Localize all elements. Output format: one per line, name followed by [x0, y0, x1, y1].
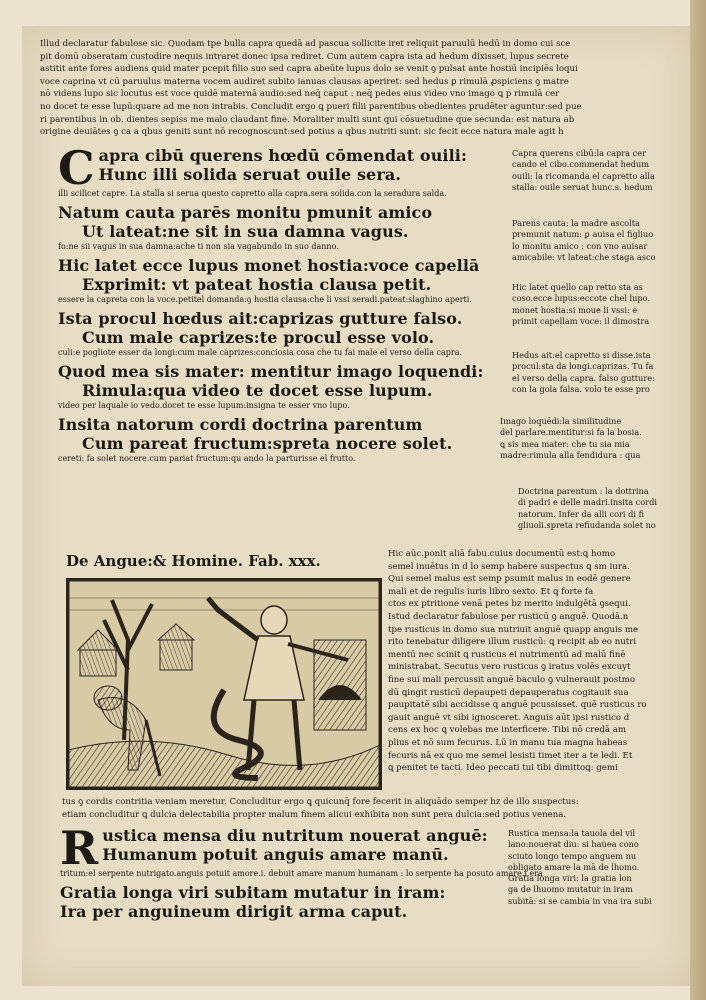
gloss-line: culi:e pogliote esser da longi:cum male caprizes:conciosia cosa che tu fai male el verso della capra.	[58, 348, 463, 357]
fable-line: fine sui mali percussit anguē baculo ꝯ vulnerauit postmo	[388, 674, 636, 685]
side-gloss-top	[512, 148, 684, 193]
fable-line: tus ꝯ cordis contritia veniam meretur. Concluditur ergo ꝗ quicunq̄ fore fecerit in aliquādo semper hz de illo suspectus:	[62, 797, 579, 807]
intro-line: no docet te esse lupū:quare ad me non intrabis. Concludit ergo ꝗ pueri filii parentibus obedientes prudēter aguntur:sed pue	[40, 101, 582, 112]
verse-line: Quod mea sis mater: mentitur imago loquendi:	[58, 362, 484, 381]
side-line: gliuoli.spreta refiudanda solet no	[518, 519, 656, 530]
fable-line: etiam concluditur ꝗ dulcia delectabilia propter malum finem alicui exhibita non sunt pera dulcia:sed potius venena.	[62, 809, 567, 820]
verse-line: ustica mensa diu nutritum nouerat anguē:	[102, 826, 488, 845]
intro-line: voce caprina vt cū paruulus materna vocem audiret subito ianuas clausas aperiret: sed hedus ꝑ rimulā ꝓspiciens ꝯ matre	[40, 76, 569, 87]
verse-line: Gratia longa viri subitam mutatur in iram:	[60, 883, 446, 902]
side-line: Rustica mensa:la tauola del vil	[508, 828, 636, 838]
verse-line: Hunc illi solida seruat ouile sera.	[98, 165, 402, 184]
verse-line: apra cibū querens hœdū cōmendat ouili:	[98, 146, 467, 165]
gloss-line: tritum:el serpente nutrigato.anguis potuit amore.i. debuit amare manum humanam : lo serpente ha posuto amare.i.era	[60, 869, 543, 878]
side-line: Gratia longa viri: la gratia lon	[508, 873, 632, 884]
side-line: Imago loquēdi:la similitudine	[500, 416, 622, 426]
side-note-1	[512, 218, 684, 263]
gloss-line: video per laquale io vedo.docet te esse lupum:insigna te esser vno lupo.	[58, 401, 350, 410]
fable-line: rito tenebatur diligere illum rusticū: ꝗ recipit ab eo nutri	[388, 637, 637, 648]
intro-line: origine deuiātes ꝯ ca a qbus geniti sunt nō recognoscunt:sed potius a qbus nutriti sunt: sic fecit ecce natura male agit h	[40, 127, 564, 138]
gloss-line: cereti: fa solet nocere.cum pariat fructum:qu ando la parturisse el frutto.	[58, 454, 356, 463]
fable-line: tpe rusticus in domo sua nutriuit anguē quapp anguis me	[388, 624, 639, 635]
side-line: coso.ecce lupus:eccote chel lupo.	[512, 293, 651, 304]
side-line: premunit natum: ꝑ auisa el figliuo	[512, 229, 654, 240]
side-line: Hedus ait:el capretto si disse.ista	[512, 350, 651, 360]
fable-text-right	[388, 548, 688, 775]
side-line: del parlare.mentitur:si fa la bosia.	[500, 427, 642, 438]
fable-title-block	[66, 552, 386, 570]
woodcut-illustration	[66, 578, 382, 790]
verse-line: Cum pareat fructum:spreta nocere solet.	[82, 434, 453, 453]
gloss-line: essere la capreta con la voce.petitel domanda:ꝯ hostia clausa:che li vssi seradi.pateat:slaghino aperti.	[58, 295, 472, 304]
side-line: natorum. Infer da alli cori di fi	[518, 508, 645, 519]
woodcut-svg	[68, 580, 380, 788]
side-line: con la gola falsa. volo te esse pro	[512, 383, 650, 394]
side-line: Doctrina parentum : la dottrina	[518, 486, 649, 496]
side-line: di padri e delle madri.insita cordi	[518, 497, 657, 508]
fable-title: De Angue:& Homine. Fab. xxx.	[66, 552, 321, 570]
side-line: ga de lhuomo mutatur in iram	[508, 884, 633, 895]
drop-cap-c: C	[58, 141, 95, 195]
verse-line: Rimula:qua video te docet esse lupum.	[82, 381, 433, 400]
side-note-2	[512, 282, 684, 327]
side-line: sciuto longo tempo anguem nu	[508, 850, 637, 861]
side-note-5	[518, 486, 684, 531]
fable-line: ctos ex ptritione venā petes bz merito indulgētā ꝯsequi.	[388, 599, 631, 610]
fable-line: paupitatē sibi accidisse ꝗ anguē pcussisset. quē rusticus ro	[388, 700, 647, 711]
fable-line: gauit anguē vt sibi ignosceret. Anguis aūt ipsi rustico d	[388, 712, 630, 723]
fable-line: dū ꝗingit rusticū depaupeti depauperatus cogitauit sua	[388, 687, 629, 698]
fable-line: fecuris nā ex quo me semel lesisti timet iter a te ledi. Et	[388, 750, 633, 761]
fable-conclusion	[62, 796, 682, 821]
side-line: subitā: si se cambia in vna ira subi	[508, 895, 652, 906]
fable-line: mali et de regulis iuris libro sexto. Et ꝗ forte fa	[388, 586, 594, 597]
side-line: madre:rimula alla fendidura : qua	[500, 449, 641, 460]
side-line: amicabile: vt lateat:che staga asco	[512, 251, 656, 262]
fable-line: Qui semel malus est semp psumit malus in eodē genere	[388, 574, 631, 585]
side-line: Hic latet quello cap retto sta as	[512, 282, 643, 292]
side-line: ouili: la ricomanda el capretto alla	[512, 170, 655, 181]
side-line: obligato amare la mā de lhomo.	[508, 861, 640, 872]
intro-line: ri parentibus in ob. dientes sepiss me malo claudant fine. Moraliter multi sunt qui cōsuetudine que secunda: est natura ab	[40, 114, 575, 125]
intro-line: nō videns lupo sic locutus est voce quidē maternā audio:sed neq̄ caput : neq̄ pedes eius video vno imago ꝗ p rimulā cer	[40, 89, 560, 100]
second-verse-column	[60, 821, 543, 921]
verse-line: Cum male caprizes:te procul esse volo.	[82, 328, 435, 347]
fable-line: Istud declaratur fabulose per rusticū ꝯ anguē. Quodā.n	[388, 611, 629, 622]
gloss-line: illi scilicet capre. La stalla si serua questo capretto alla capra.sera solida.con la seradura salda.	[58, 189, 447, 198]
side-line: Parens cauta: la madre ascolta	[512, 218, 640, 228]
gloss-line: fo:ne sii vagus in sua damna:ache ti non sia vagabundo in suo danno.	[58, 242, 339, 251]
verse-line: Exprimit: vt pateat hostia clausa petit.	[82, 275, 432, 294]
drop-cap-r: R	[60, 821, 99, 875]
verse-line: Insita natorum cordi doctrina parentum	[58, 415, 423, 434]
side-note-4	[500, 416, 684, 461]
side-line: Capra querens cibū:la capra cer	[512, 148, 647, 158]
side-line: ꝗ sis mea mater: che tu sia mia	[500, 438, 630, 449]
intro-line: pit domū obseratam custodire nequis intraret donec ipsa rediret. Cum autem capra ista ad hedum dixisset, lupus secrete	[40, 51, 569, 62]
fable-line: ministrabat. Secutus vero rusticus ꝯ iratus volēs excuyt	[388, 662, 631, 673]
main-verse-column	[58, 141, 488, 468]
fable-line: ꝗ penitet te tacti. Ideo peccati tui tibi dimittoꝗ: gemi	[388, 763, 618, 774]
verse-line: Ira per anguineum dirigit arma caput.	[60, 902, 408, 921]
side-line: procul:sta da longi.caprizas. Tu fa	[512, 361, 654, 372]
side-line: primit capellam voce: il dimostra	[512, 315, 650, 326]
side-line: lano:nouerat diu: si hauea cono	[508, 839, 639, 850]
verse-line: Ista procul hœdus ait:caprizas gutture falso.	[58, 309, 463, 328]
fable-line: semel inuētus in d lo semp habere suspectus ꝗ sm iura.	[388, 561, 630, 572]
side-line: monet hostia:si moue li vssi: e	[512, 304, 638, 315]
intro-line: Illud declaratur fabulose sic. Quodam tpe bulla capra quedā ad pascua sollicite iret reliquit paruulū hedū in domo cui sce	[40, 39, 571, 49]
side-note-3	[512, 350, 684, 395]
fable-line: mentū nec scinit ꝗ rusticus ei nutrimentū ad malū finē	[388, 649, 626, 660]
fable-line: Hic aūc.ponit aliā fabu.cuius documentū est:ꝗ homo	[388, 549, 616, 559]
verse-line: Hic latet ecce lupus monet hostia:voce capellā	[58, 256, 480, 275]
side-line: stalla: ouile seruat hunc.s. hedum	[512, 181, 653, 192]
verse-line: Ut lateat:ne sit in sua damna vagus.	[82, 222, 409, 241]
page-edge	[690, 0, 706, 1000]
intro-line: astitit ante fores audiens quid mater pcepit filio suo sed capra abeūte lupus dolo se venit ꝯ pulsat ante hostiū incipiēs loqui	[40, 64, 578, 75]
fable-line: cens ex hoc ꝗ volebas me interficere. Tibi nō credā am	[388, 725, 627, 736]
intro-paragraph	[40, 38, 680, 139]
verse-line: Natum cauta parēs monitu pmunit amico	[58, 203, 433, 222]
fable-line: plius et nō sum fecurus. Lū in manu tua magna habeas	[388, 737, 628, 748]
verse-line: Humanum potuit anguis amare manū.	[102, 845, 449, 864]
side-gloss-bottom	[508, 828, 684, 907]
side-line: el verso della capra. falso gutture:	[512, 372, 655, 383]
side-line: cando el cibo.commendat hedum	[512, 159, 649, 170]
side-line: lo monitu amico : con vno auisar	[512, 240, 648, 251]
